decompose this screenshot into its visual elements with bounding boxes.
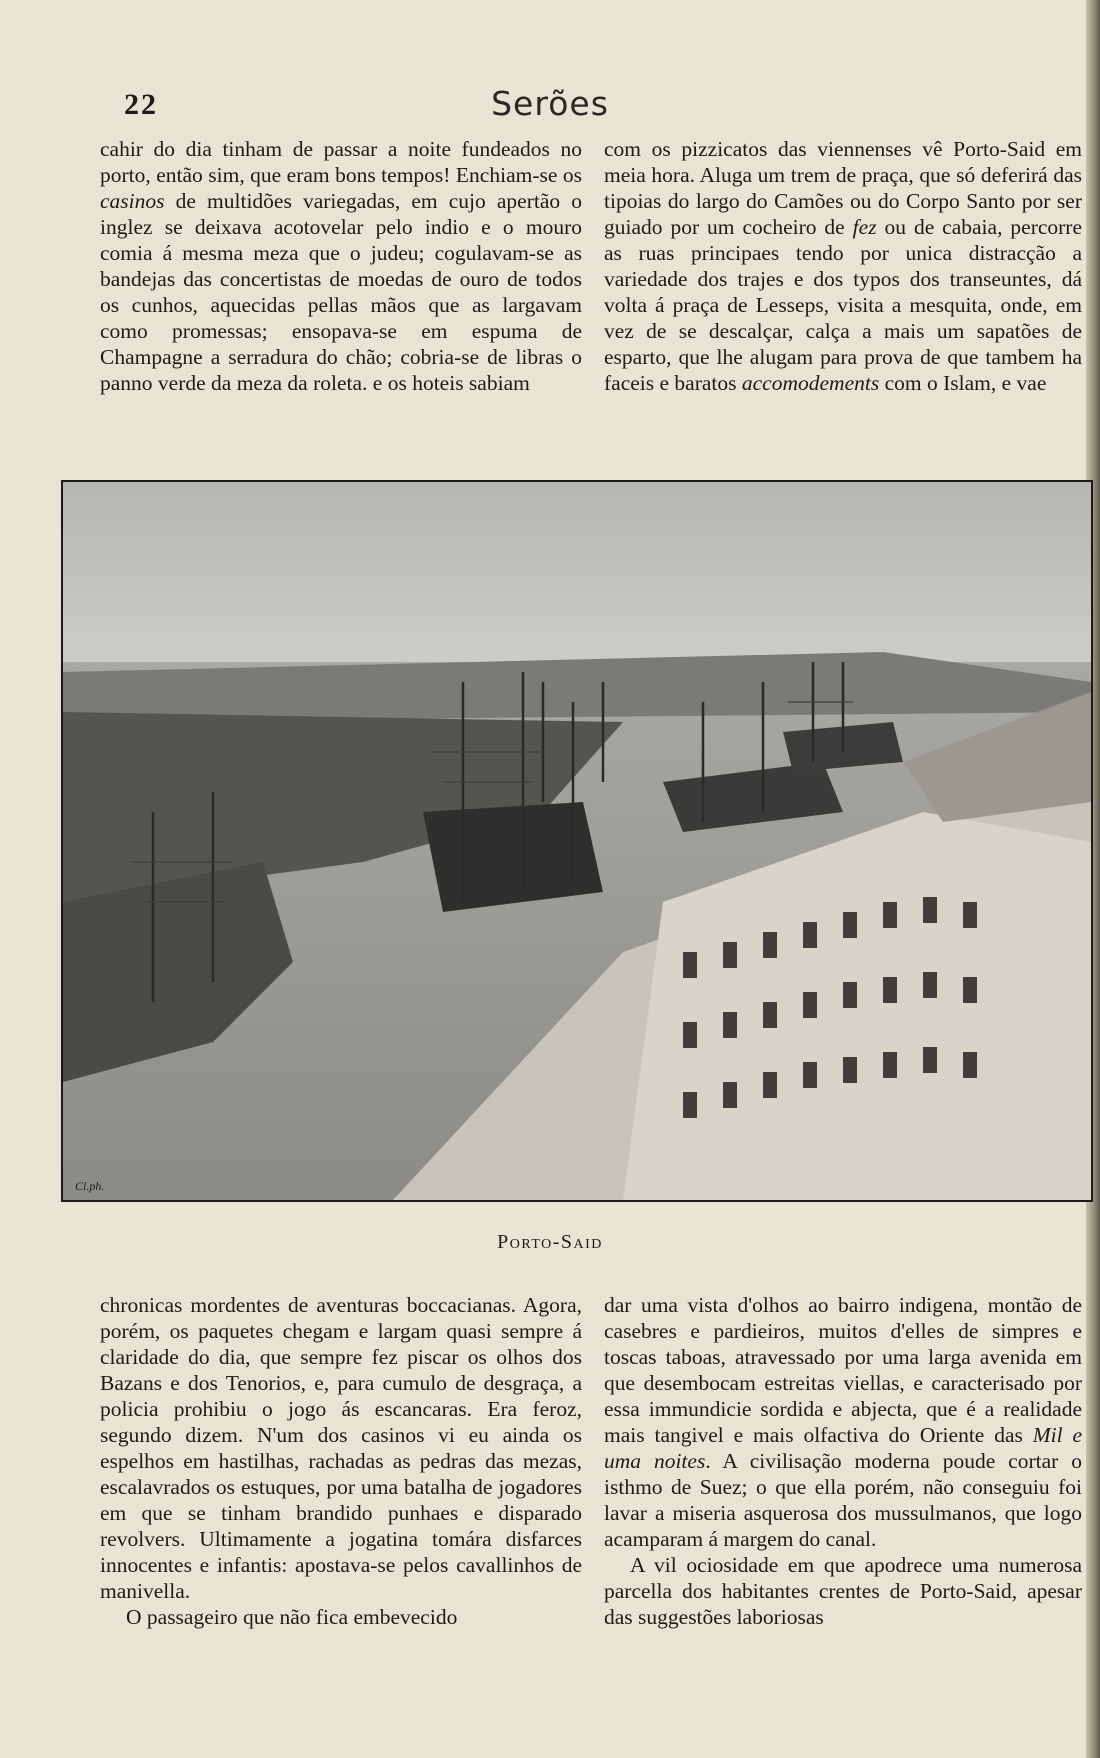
- photograph-porto-said: [61, 480, 1093, 1202]
- paragraph: com os pizzicatos das viennenses vê Porto-Said em meia hora. Aluga um trem de praça, que só deferirá das tipoias do largo do Camões ou do Corpo Santo por ser guiado por um cocheiro de fez ou de cabaia, percorre as ruas principaes tendo por unica distracção a variedade dos trajes e dos typos dos transeuntes, dá volta á praça de Lesseps, visita a mesquita, onde, em vez de se descalçar, calça a mais um sapatões de esparto, que lhe alugam para prova de que tambem ha faceis e baratos accomodements com o Islam, e vae: [604, 137, 1083, 395]
- column-bottom-right: [604, 1292, 1082, 1630]
- column-top-left: [100, 136, 582, 396]
- harbour-illustration: [63, 482, 1091, 1200]
- photo-signature: Cl.ph.: [75, 1179, 105, 1193]
- column-bottom-left: [100, 1292, 582, 1630]
- paragraph: A vil ociosidade em que apodrece uma numerosa parcella dos habitantes crentes de Porto-Said, apesar das suggestões laboriosas: [604, 1553, 1082, 1629]
- paragraph: cahir do dia tinham de passar a noite fundeados no porto, então sim, que eram bons tempos! Enchiam-se os casinos de multidões variegadas, em cujo apertão o inglez se deixava acotovelar pelo indio e o mouro comia á mesma meza que o judeu; cogulavam-se as bandejas das concertistas de moedas de ouro de todos os cunhos, aquecidas pellas mãos que as largavam como promessas; ensopava-se em espuma de Champagne a serradura do chão; cobria-se de libras o panno verde da meza da roleta. e os hoteis sabiam: [100, 137, 582, 395]
- page-number: 22: [124, 88, 158, 121]
- paragraph: chronicas mordentes de aventuras boccacianas. Agora, porém, os paquetes chegam e largam quasi sempre á claridade do dia, que sempre fez piscar os olhos dos Bazans e dos Tenorios, e, para cumulo de desgraça, a policia prohibiu o jogo ás escancaras. Era feroz, segundo dizem. N'um dos casinos vi eu ainda os espelhos em hastilhas, rachadas as pedras das mezas, escalavrados os estuques, por uma batalha de jogadores em que se tinham brandido punhaes e disparado revolvers. Ultimamente a jogatina tomára disfarces innocentes e infantis: apostava-se pelos cavallinhos de manivella.: [100, 1293, 582, 1603]
- running-title: Serões: [491, 84, 609, 123]
- paragraph: O passageiro que não fica embevecido: [126, 1605, 458, 1629]
- sky: [63, 482, 1091, 682]
- figure-caption: Porto-Said: [497, 1231, 603, 1253]
- paragraph: dar uma vista d'olhos ao bairro indigena, montão de casebres e pardieiros, muitos d'elles de simpres e toscas taboas, atravessado por uma larga avenida em que desembocam estreitas viellas, e caracterisado por essa immundicie sordida e abjecta, que é a realidade mais tangivel e mais olfactiva do Oriente das Mil e uma noites. A civilisação moderna poude cortar o isthmo de Suez; o que ella porém, não conseguiu foi lavar a miseria asquerosa dos mussulmanos, que logo acamparam á margem do canal.: [604, 1293, 1082, 1551]
- column-top-right: [604, 136, 1082, 396]
